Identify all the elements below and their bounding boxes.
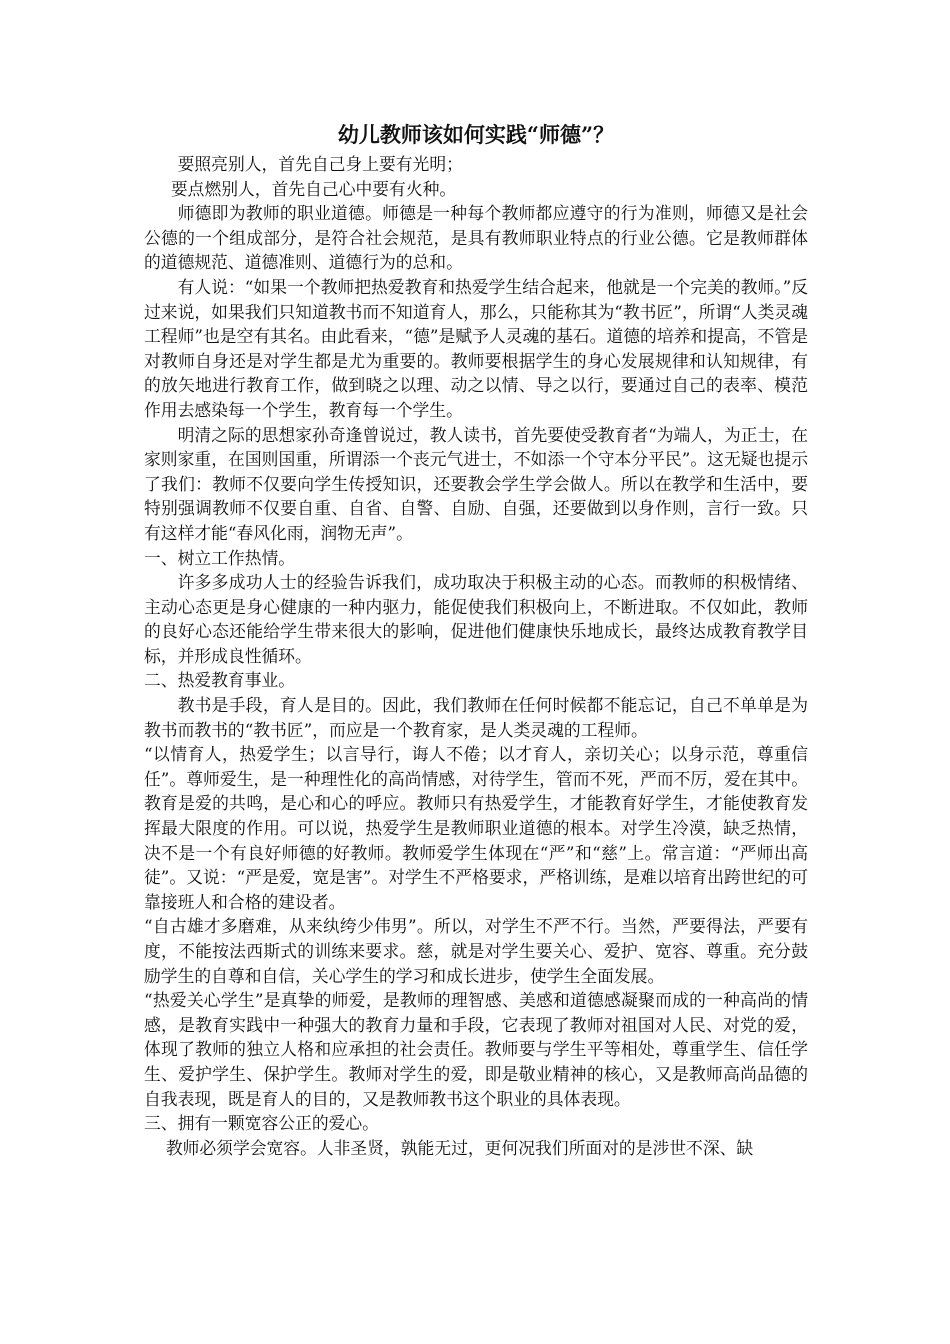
epigraph-line-1: 要照亮别人，首先自己身上要有光明；: [177, 154, 463, 174]
paragraph-5: 教书是手段，育人是目的。因此，我们教师在任何时候都不能忘记，自己不单单是为教书而教书的“教书匠”，而应是一个教育家，是人类灵魂的工程师。: [144, 695, 808, 740]
paragraph-7: “自古雄才多磨难，从来纨绔少伟男”。所以，对学生不严不行。当然，严要得法，严要有度，不能按法西斯式的训练来要求。慈，就是对学生要关心、爱护、宽容、尊重。充分鼓励学生的自尊和自信，关心学生的学习和成长进步，使学生全面发展。: [144, 916, 808, 986]
paragraph-6: “以情育人，热爱学生；以言导行，诲人不倦；以才育人，亲切关心；以身示范，尊重信任”。尊师爱生，是一种理性化的高尚情感，对待学生，管而不死，严而不厉，爱在其中。教育是爱的共鸣，是心和心的呼应。教师只有热爱学生，才能教育好学生，才能使教育发挥最大限度的作用。可以说，热爱学生是教师职业道德的根本。对学生冷漠，缺乏热情，决不是一个有良好师德的好教师。教师爱学生体现在“严”和“慈”上。常言道：“严师出高徒”。又说：“严是爱，宽是害”。对学生不严格要求，严格训练，是难以培育出跨世纪的可靠接班人和合格的建设者。: [144, 744, 808, 912]
document-title: 幼儿教师该如何实践“师德”？: [337, 122, 615, 147]
section-heading-2: 二、热爱教育事业。: [144, 670, 296, 691]
paragraph-1: 师德即为教师的职业道德。师德是一种每个教师都应遵守的行为准则，师德又是社会公德的一个组成部分，是符合社会规范，是具有教师职业特点的行业公德。它是教师群体的道德规范、道德准则、道德行为的总和。: [144, 203, 808, 273]
paragraph-9: 教师必须学会宽容。人非圣贤，孰能无过，更何况我们所面对的是涉世不深、缺: [165, 1137, 754, 1158]
epigraph-line-2: 要点燃别人，首先自己心中要有火种。: [170, 178, 457, 199]
paragraph-3: 明清之际的思想家孙奇逢曾说过，教人读书，首先要使受教育者“为端人，为正士，在家则家重，在国则国重，所谓添一个丧元气进士，不如添一个守本分平民”。这无疑也提示了我们：教师不仅要向学生传授知识，还要教会学生学会做人。所以在教学和生活中，要特别强调教师不仅要自重、自省、自警、自励、自强，还要做到以身作则，言行一致。只有这样才能“春风化雨，润物无声”。: [144, 424, 808, 543]
section-heading-1: 一、树立工作热情。: [144, 547, 296, 568]
paragraph-2: 有人说：“如果一个教师把热爱教育和热爱学生结合起来，他就是一个完美的教师。”反过来说，如果我们只知道教书而不知道育人，那么，只能称其为“教书匠”，所谓“人类灵魂工程师”也是空有其名。由此看来，“德”是赋予人灵魂的基石。道德的培养和提高，不管是对教师自身还是对学生都是尤为重要的。教师要根据学生的身心发展规律和认知规律，有的放矢地进行教育工作，做到晓之以理、动之以情、导之以行，要通过自己的表率、模范作用去感染每一个学生，教育每一个学生。: [144, 276, 808, 420]
document-page: [144, 118, 808, 1160]
paragraph-8: “热爱关心学生”是真挚的师爱，是教师的理智感、美感和道德感凝聚而成的一种高尚的情感，是教育实践中一种强大的教育力量和手段，它表现了教师对祖国对人民、对党的爱，体现了教师的独立人格和应承担的社会责任。教师要与学生平等相处，尊重学生、信任学生、爱护学生、保护学生。教师对学生的爱，即是敬业精神的核心，又是教师高尚品德的自我表现，既是育人的目的，又是教师教书这个职业的具体表现。: [144, 990, 808, 1109]
section-heading-3: 三、拥有一颗宽容公正的爱心。: [144, 1113, 379, 1134]
paragraph-4: 许多多成功人士的经验告诉我们，成功取决于积极主动的心态。而教师的积极情绪、主动心态更是身心健康的一种内驱力，能促使我们积极向上，不断进取。不仅如此，教师的良好心态还能给学生带来很大的影响，促进他们健康快乐地成长，最终达成教育教学目标，并形成良性循环。: [144, 572, 808, 666]
